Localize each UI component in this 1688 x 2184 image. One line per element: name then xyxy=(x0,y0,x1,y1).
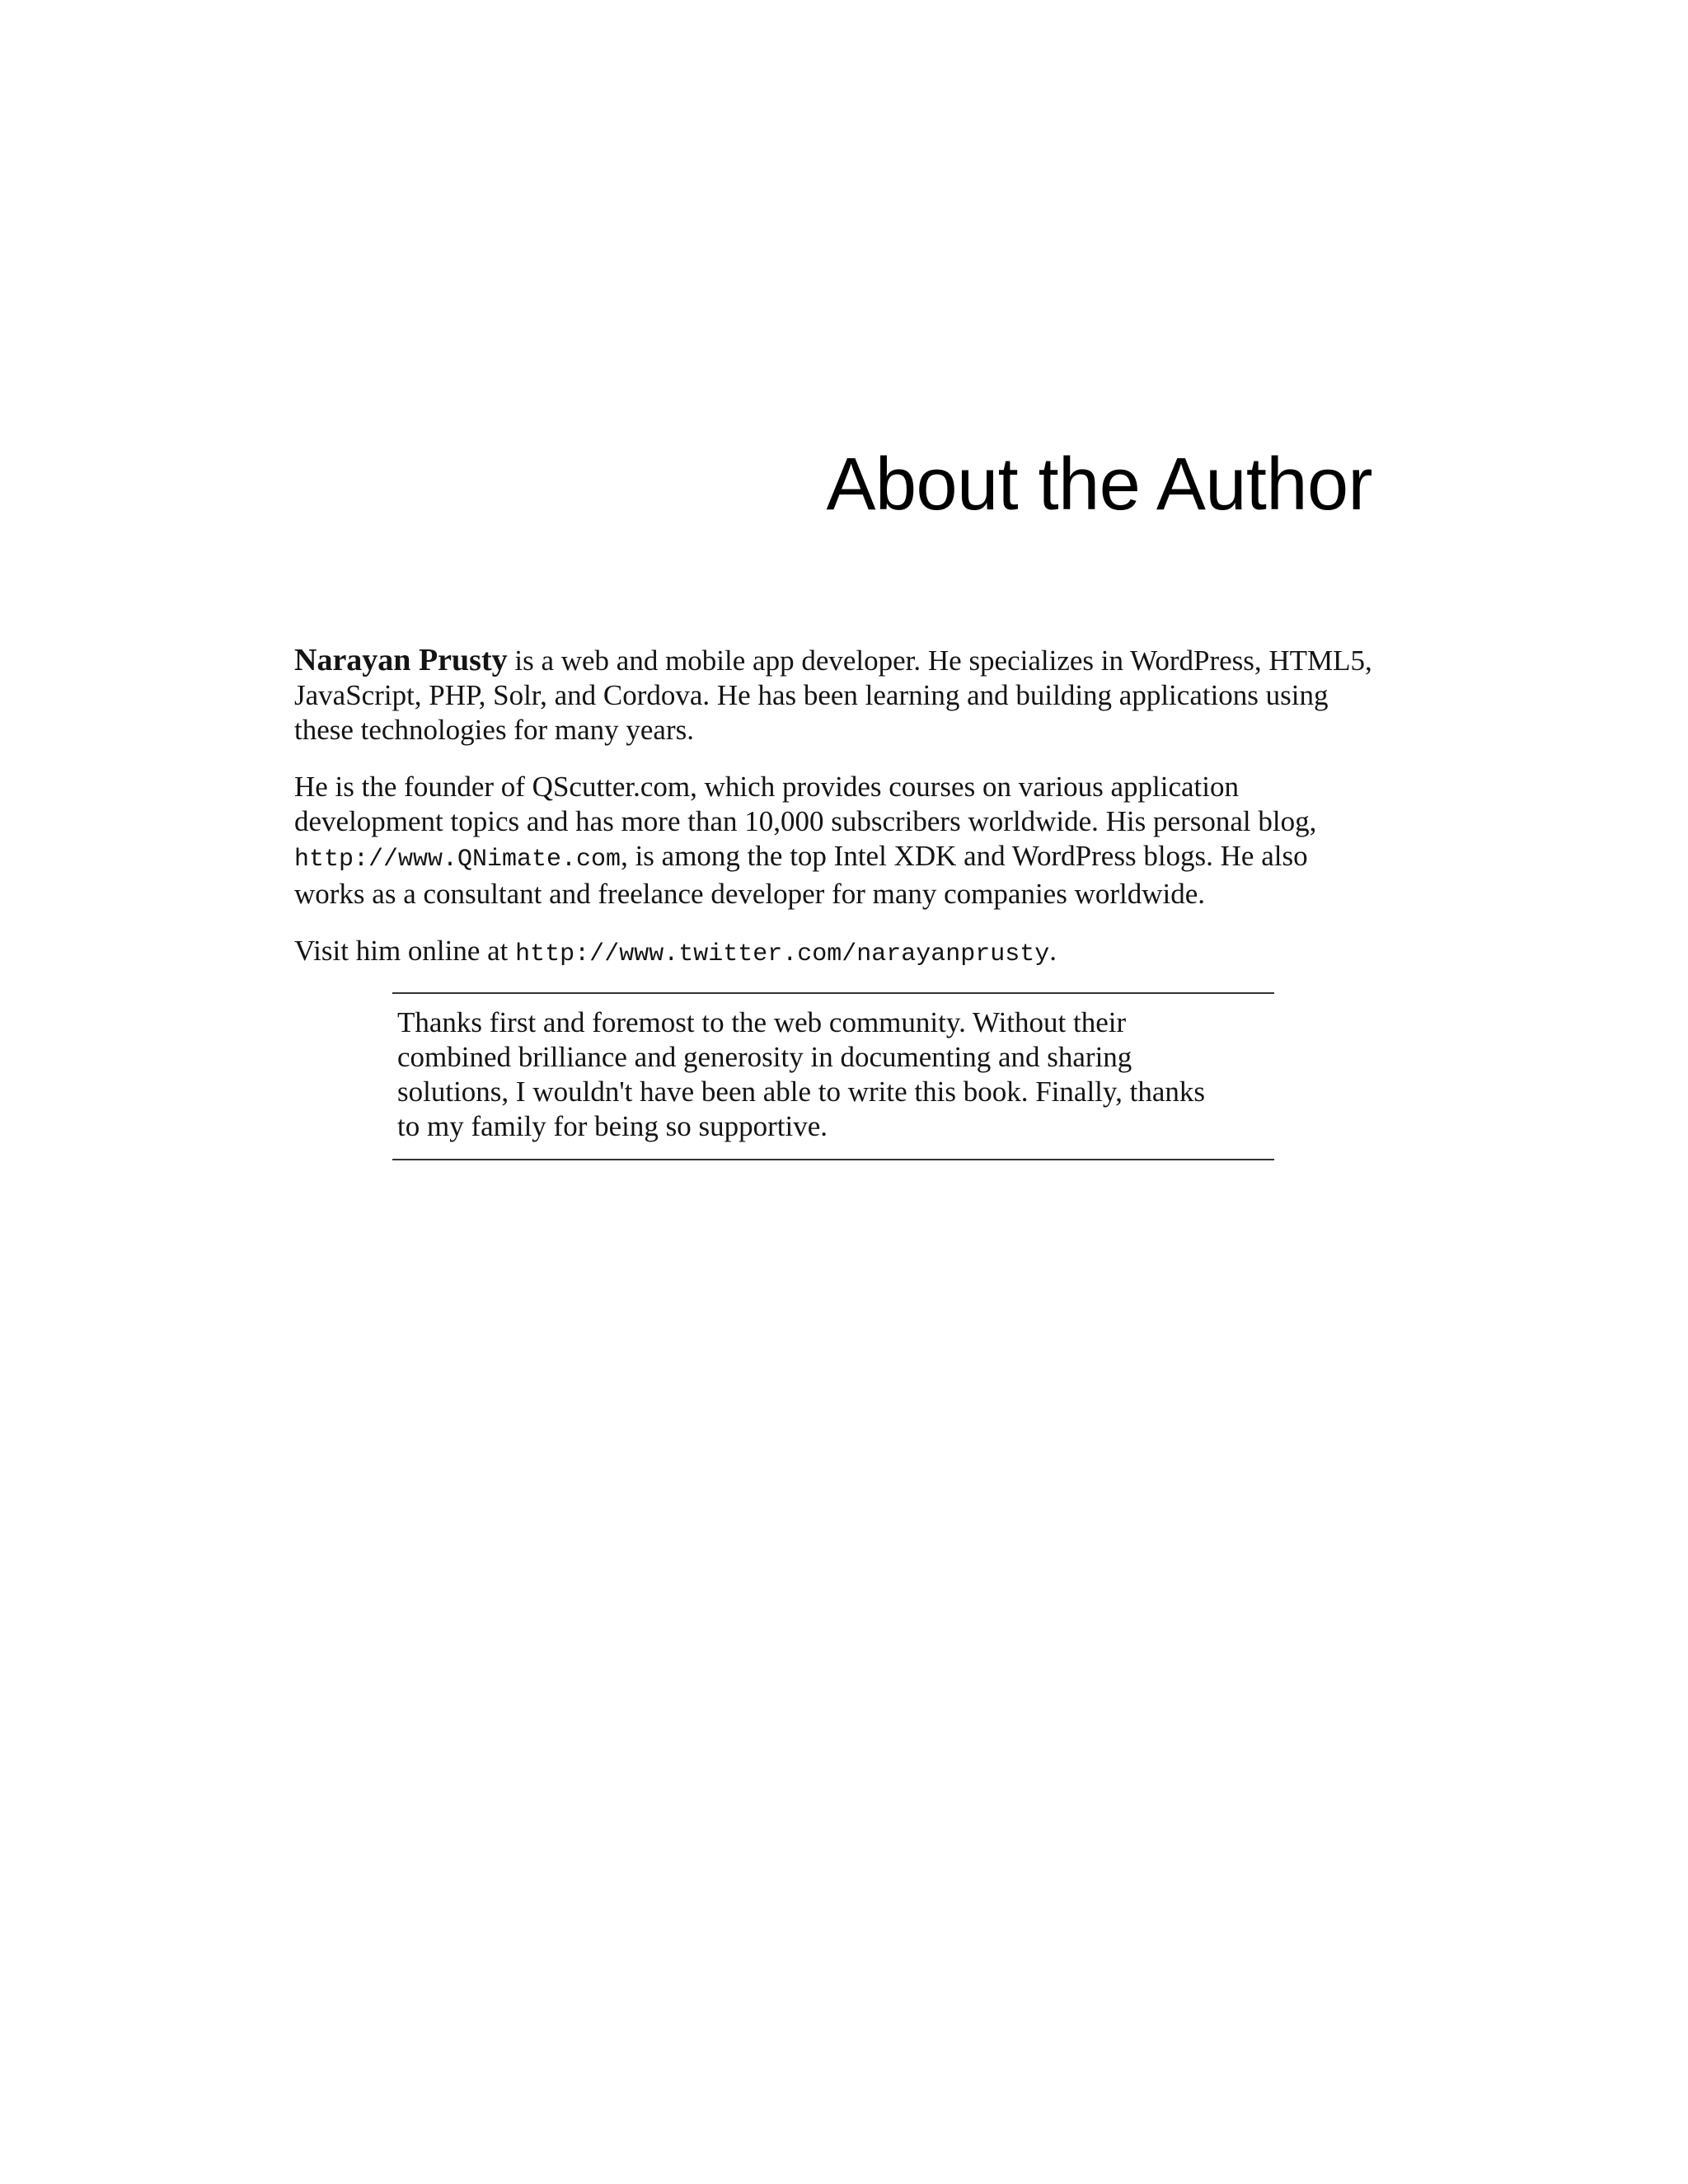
visit-text-end: . xyxy=(1049,935,1057,967)
twitter-url: http://www.twitter.com/narayanprusty xyxy=(515,940,1050,968)
page-title: About the Author xyxy=(826,443,1372,526)
visit-text: Visit him online at xyxy=(294,935,516,967)
bio-paragraph-intro xyxy=(294,643,1382,748)
bio-paragraph-visit xyxy=(294,934,1382,972)
bio-founder-text: He is the founder of QScutter.com, which provides courses on various application development topics and has more than 10,000 subscribers worldwide. His personal blog, xyxy=(294,771,1317,837)
blog-url: http://www.QNimate.com xyxy=(294,846,621,874)
author-name: Narayan Prusty xyxy=(294,643,508,677)
bio-paragraph-founder xyxy=(294,770,1382,912)
bio-founder-text-end: , is among the top Intel XDK and WordPress blogs. He also works as a consultant and freelance developer for many companies worldwide. xyxy=(294,840,1308,910)
acknowledgement-box xyxy=(392,992,1274,1160)
acknowledgement-text: Thanks first and foremost to the web community. Without their combined brilliance and generosity in documenting and sharing solutions, I wouldn't have been able to write this book. Finally, thanks to my family for being so supportive. xyxy=(397,1006,1206,1142)
bio-intro-text: is a web and mobile app developer. He specializes in WordPress, HTML5, JavaScript, PHP, Solr, and Cordova. He has been learning and building applications using these technologies for many years. xyxy=(294,644,1372,746)
author-bio xyxy=(294,643,1382,994)
